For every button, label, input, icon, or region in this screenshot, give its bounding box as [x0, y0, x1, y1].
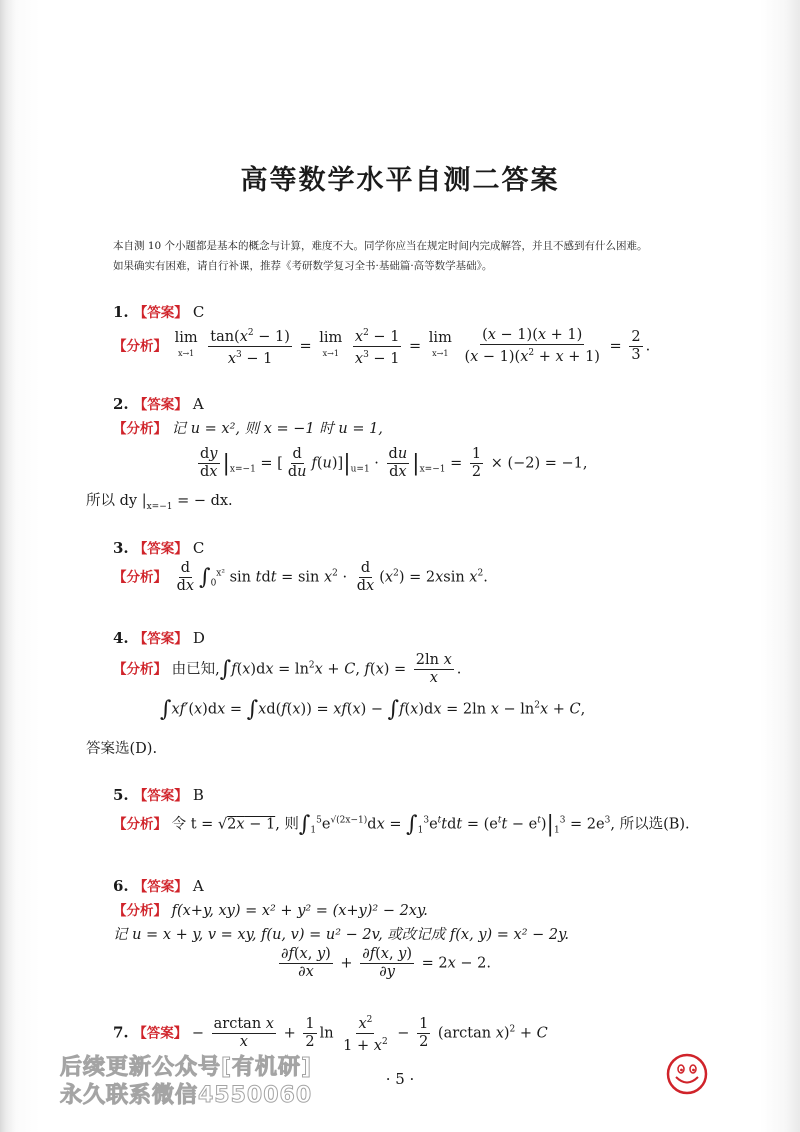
- answer-tag: 【答案】: [133, 788, 188, 804]
- answer-value: C: [192, 303, 205, 321]
- item-5-header: [113, 784, 204, 804]
- intro-line-2: 如果确实有困难，请自行补课，推荐《考研数学复习全书·基础篇·高等数学基础》。: [113, 260, 493, 272]
- item-number: 7.: [113, 1023, 129, 1042]
- analysis-tag: 【分析】: [113, 816, 167, 833]
- item-number: 5.: [113, 786, 129, 804]
- answer-value: A: [192, 395, 204, 413]
- item-number: 3.: [113, 539, 129, 557]
- item-4-analysis-line-1: 【分析】 由已知$,\int f(x)dx = \ln^2x + C$, f(x) = $\frac{\text{2ln x}}{x}$ .: [113, 652, 462, 686]
- answer-value: A: [192, 877, 204, 895]
- item-3-header: [113, 537, 204, 557]
- item-6-formula: $\frac{\partial f(x, y)}{\partial x}$ + $\frac{\partial f(x, y)}{\partial y}$ = 2x − 2.: [281, 946, 492, 980]
- intro-line-1: 本自测 10 个小题都是基本的概念与计算，难度不大。同学你应当在规定时间内完成解答，并且不感到有什么困难。: [113, 240, 648, 252]
- smiley-face-icon: [665, 1052, 709, 1096]
- item-7: 7. 【答案】 − $\frac{\text{arctan x}}{x}$ + $\frac{1}{2}$ ln $\frac{x^2}{1 + x^2}$ − $\frac{1}{2}$ (arctan x)$^2$ + C: [113, 1012, 548, 1055]
- item-2-analysis-line-1: [113, 417, 383, 438]
- answer-tag: 【答案】: [133, 1025, 188, 1042]
- item-4-conclusion: 答案选(D).: [86, 741, 158, 757]
- item-6-analysis-line-2: 记 u = x + y, v = xy, f(u, v) = u² − 2v, 或改记成 f(x, y) = x² − 2y.: [113, 927, 569, 943]
- item-4-header: [113, 627, 205, 647]
- item-2-header: [113, 393, 204, 413]
- watermark-line-1: 后续更新公众号[有机研]: [60, 1055, 313, 1080]
- item-6-header: [113, 875, 204, 895]
- item-3-analysis: 【分析】 $\frac{d}{dx}$ $\int_0^{x^2}$ sin tdt = $\sin x^2$ · $\frac{d}{dx}$ $(x^2) = 2xsin$ $x^2$.: [113, 560, 488, 594]
- answer-tag: 【答案】: [133, 305, 188, 321]
- analysis-tag: 【分析】: [113, 338, 167, 355]
- page-title: 高等数学水平自测二答案: [240, 165, 560, 196]
- analysis-tag: 【分析】: [113, 903, 167, 919]
- item-2-conclusion: 所以 dy $|_{x=-1}$ = − dx.: [86, 493, 233, 512]
- item-number: 4.: [113, 629, 129, 647]
- answer-tag: 【答案】: [133, 879, 188, 895]
- analysis-text: 记 u = x², 则 x = −1 时 u = 1,: [171, 421, 383, 437]
- item-2-formula: $\frac{dy}{dx}$ $|_{x=-1}$ = [ $\frac{d}{du}$ $f(u)]|_{u=1}$ · $\frac{du}{dx}$ $|_{x=-1}$ = $\frac{1}{2}$ × (−2) = −1,: [200, 446, 588, 480]
- item-1-header: [113, 301, 204, 321]
- page-number: · 5 ·: [385, 1070, 415, 1088]
- item-number: 1.: [113, 303, 129, 321]
- analysis-tag: 【分析】: [113, 421, 167, 437]
- answer-value: C: [192, 539, 205, 557]
- item-number: 6.: [113, 877, 129, 895]
- item-5-analysis: 【分析】 令 t = √2x − 1, 则$\int_1^5e^{√(2x-1)}dx = \int_1^3e^ttdt = (e^tt - e^t)|_1^3 = 2e^3$, 所以选(B).: [113, 812, 690, 837]
- watermark-line-2: 永久联系微信4550060: [60, 1083, 313, 1108]
- answer-tag: 【答案】: [133, 541, 188, 557]
- answer-value: D: [192, 629, 205, 647]
- answer-tag: 【答案】: [133, 631, 188, 647]
- answer-value: B: [192, 786, 204, 804]
- item-1-analysis: 【分析】 lim x→1 $\frac{\tan(x^2 - 1)}{x^3 - 1}$ = lim x→1 $\frac{x^2 - 1}{x^3 - 1}$ = lim x→1 $\frac{(x - 1)(x + 1)}{(x - 1)(x^2 + x + 1)}$ = $\frac{2}{3}$ .: [113, 326, 651, 367]
- analysis-tag: 【分析】: [113, 661, 167, 678]
- item-number: 2.: [113, 395, 129, 413]
- item-4-formula: ∫xf′(x)dx = ∫xd(f(x)) = xf(x) − ∫f(x)dx = 2ln $x - \ln^2x + C$,: [160, 697, 586, 722]
- analysis-tag: 【分析】: [113, 569, 167, 586]
- answer-tag: 【答案】: [133, 397, 188, 413]
- item-6-analysis-line-1: 【分析】 f(x+y, xy) = x² + y² = (x+y)² − 2xy.: [113, 903, 428, 919]
